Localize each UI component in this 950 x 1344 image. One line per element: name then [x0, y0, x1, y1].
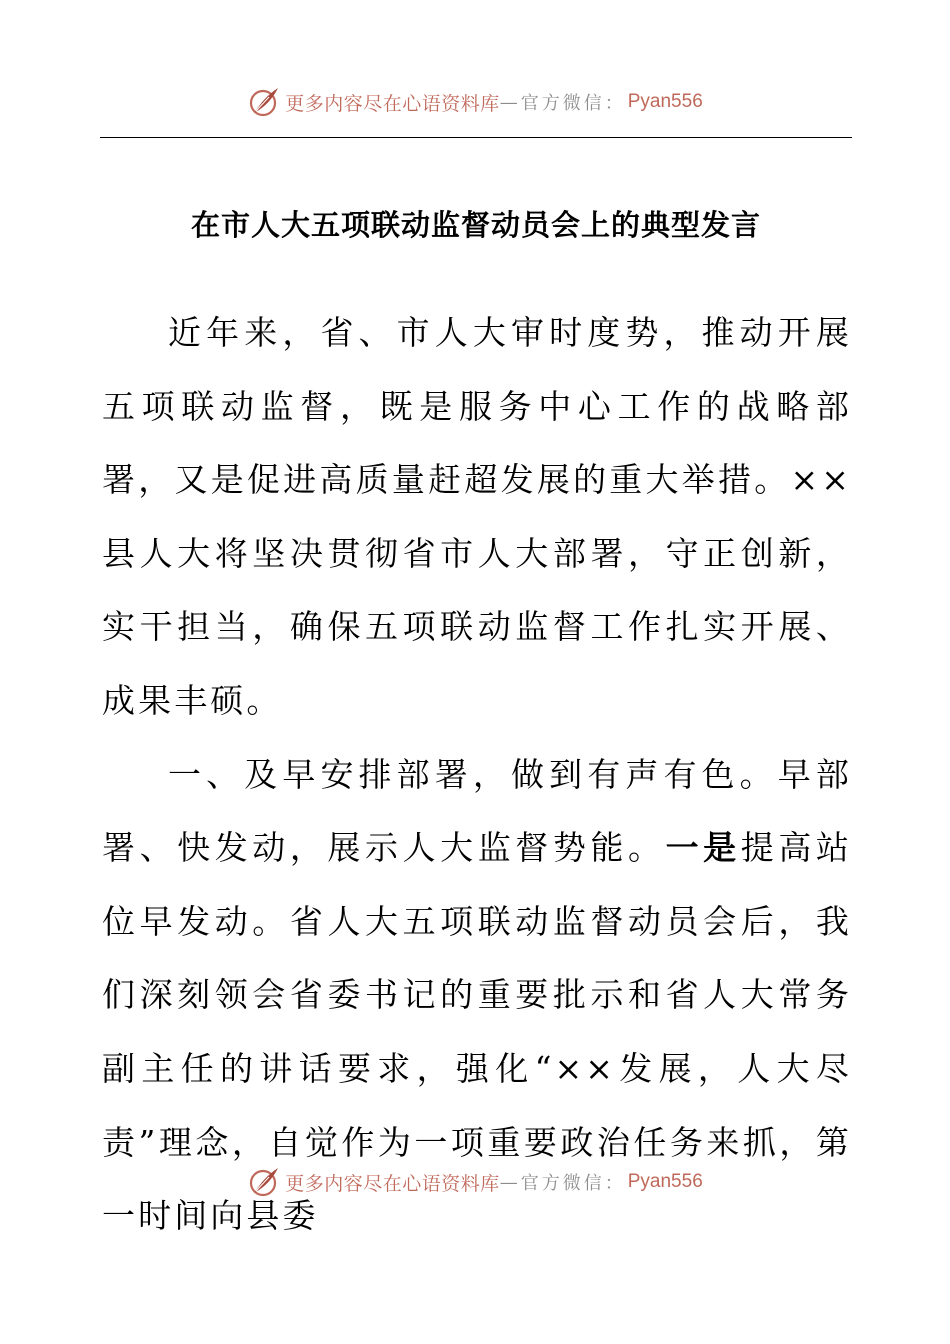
quill-pen-logo-icon — [247, 1165, 281, 1199]
section-one-text: 提高站位早发动。省人大五项联动监督动员会后，我们深刻领会省委书记的重要批示和省人大常务副主任的讲话要求，强化“××发展，人大尽责”理念，自觉作为一项重要政治任务来抓，第一时间向县委 — [102, 828, 852, 1236]
paragraph-intro: 近年来，省、市人大审时度势，推动开展五项联动监督，既是服务中心工作的战略部署，又是促进高质量赶超发展的重大举措。××县人大将坚决贯彻省市人大部署，守正创新，实干担当，确保五项联动监督工作扎实开展、成果丰硕。 — [102, 313, 852, 720]
header-wechat-id: Pyan556 — [627, 91, 703, 112]
footer-separator: — — [499, 1171, 521, 1193]
header-banner — [0, 82, 950, 122]
quill-pen-logo-icon — [247, 85, 281, 119]
footer-wechat-id: Pyan556 — [627, 1171, 703, 1192]
header-divider — [100, 137, 852, 138]
emphasis-yi-shi: 一是 — [665, 828, 741, 868]
document-title: 在市人大五项联动监督动员会上的典型发言 — [190, 208, 761, 242]
header-brand-text: 更多内容尽在心语资料库 — [285, 92, 500, 115]
footer-brand-text: 更多内容尽在心语资料库 — [285, 1172, 500, 1195]
section-one-heading: 一、及早安排部署，做到有声有色。早部署、快发动，展示人大监督势能。 — [102, 754, 852, 868]
footer-banner — [0, 1162, 950, 1202]
header-separator: — — [499, 91, 521, 113]
document-body — [102, 296, 852, 1253]
footer-wechat-label: 官方微信： — [520, 1173, 626, 1194]
header-wechat-label: 官方微信： — [520, 93, 626, 114]
